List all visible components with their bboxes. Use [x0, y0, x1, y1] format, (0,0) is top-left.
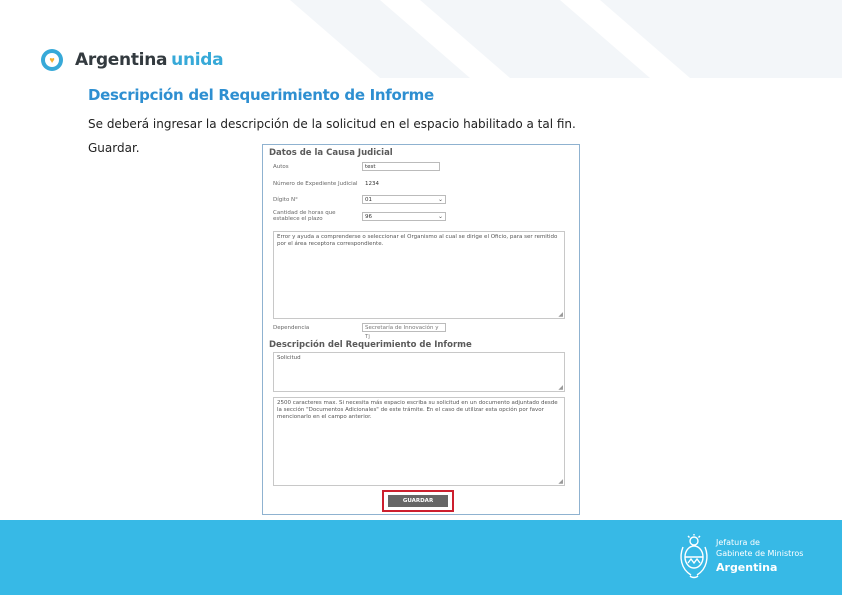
chevron-down-icon: ⌄ — [437, 196, 443, 203]
instruction-save-text: Guardar. — [88, 141, 140, 155]
section-title-causa: Datos de la Causa Judicial — [269, 148, 393, 158]
dependencia-input[interactable]: Secretaría de Innovación y Tj — [362, 323, 446, 332]
page-title: Descripción del Requerimiento de Informe — [88, 86, 434, 104]
chevron-down-icon: ⌄ — [437, 213, 443, 220]
form-screenshot — [262, 144, 580, 515]
field-label-autos: Autos — [273, 164, 289, 170]
footer-line-1: Jefatura de — [716, 538, 760, 547]
brand-logo — [41, 48, 223, 72]
heart-logo-icon: ♥ — [41, 49, 63, 71]
section-title-descripcion: Descripción del Requerimiento de Informe — [269, 340, 472, 350]
resize-handle-icon: ◢ — [558, 478, 563, 485]
field-label-dependencia: Dependencia — [273, 325, 310, 331]
autos-input[interactable]: test — [362, 162, 440, 171]
field-label-plazo: Cantidad de horas que establece el plazo — [273, 210, 336, 222]
field-label-digito: Dígito N° — [273, 197, 298, 203]
footer-line-3: Argentina — [716, 561, 778, 574]
field-label-expediente: Número de Expediente Judicial — [273, 181, 358, 187]
digito-select[interactable]: 01 ⌄ — [362, 195, 446, 204]
plazo-select[interactable]: 96 ⌄ — [362, 212, 446, 221]
save-button-highlight — [382, 490, 454, 512]
resize-handle-icon: ◢ — [558, 311, 563, 318]
brand-name: Argentina — [75, 50, 168, 70]
brand-name-accent: unida — [171, 50, 224, 70]
resize-handle-icon: ◢ — [558, 384, 563, 391]
expediente-input[interactable]: 1234 — [362, 179, 440, 188]
save-button[interactable]: GUARDAR — [388, 495, 448, 507]
organismo-textarea[interactable]: Error y ayuda a comprenderse o seleccionar el Organismo al cual se dirige el Oficio, para ser remitido por el área receptora correspondiente. ◢ — [273, 231, 565, 319]
footer-line-2: Gabinete de Ministros — [716, 549, 804, 558]
help-text-area: 2500 caracteres max. Si necesita más espacio escriba su solicitud en un documento adjuntado desde la sección "Documentos Adicionales" de este trámite. En el caso de utilizar esta opción por favor mencionarlo en el campo anterior. ◢ — [273, 397, 565, 486]
description-textarea[interactable]: Solicitud ◢ — [273, 352, 565, 392]
coat-of-arms-icon — [679, 533, 709, 579]
instruction-text: Se deberá ingresar la descripción de la solicitud en el espacio habilitado a tal fin. — [88, 117, 576, 131]
